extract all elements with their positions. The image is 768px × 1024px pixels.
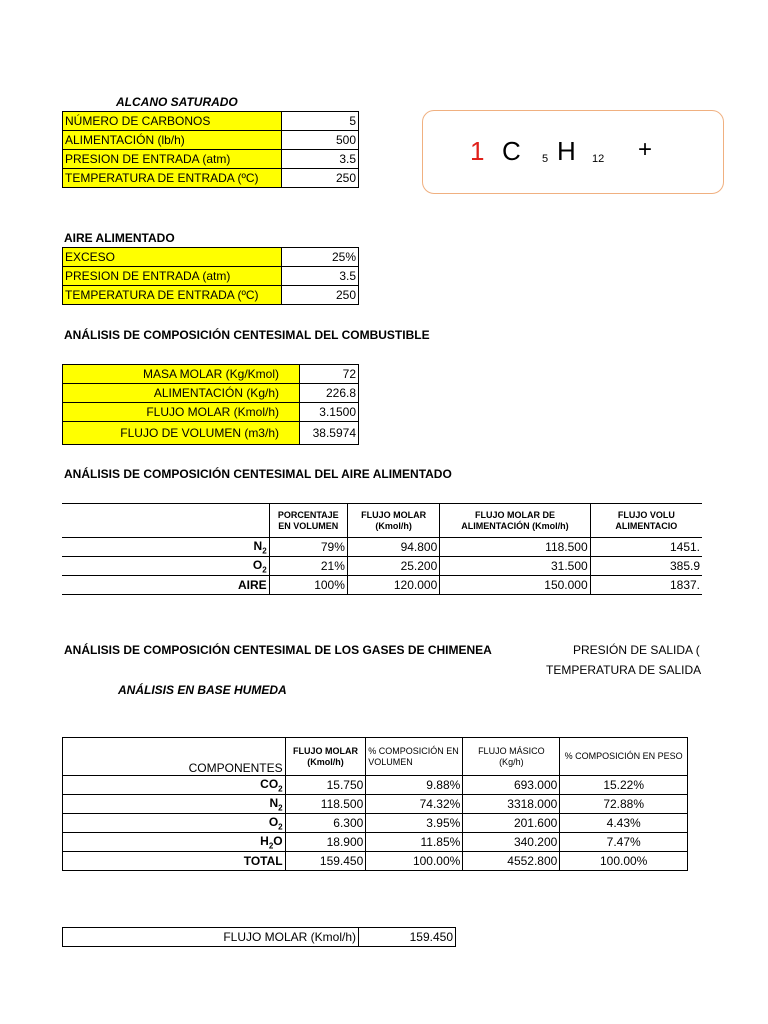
cell-value[interactable]: 118.500 (440, 538, 590, 557)
header-flujo-molar: FLUJO MOLAR (Kmol/h) (347, 504, 439, 538)
cell-value[interactable]: 7.47% (560, 833, 688, 852)
header-componentes: COMPONENTES (63, 738, 286, 776)
cell-label[interactable]: TEMPERATURA DE ENTRADA (ºC) (63, 286, 282, 305)
aire-analisis-table (62, 503, 702, 595)
cell-label[interactable]: ALIMENTACIÓN (Kg/h) (63, 384, 300, 403)
table-row (63, 928, 456, 947)
table-row (63, 131, 359, 150)
table-row (63, 852, 688, 871)
aire-table (62, 247, 359, 305)
table-header-row (62, 504, 702, 538)
cell-value[interactable]: 3.95% (366, 814, 463, 833)
component-name: CO (260, 776, 279, 791)
header-empty (62, 504, 269, 538)
cell-value[interactable]: 38.5974 (300, 422, 359, 445)
cell-value[interactable]: 72.88% (560, 795, 688, 814)
table-row (63, 112, 359, 131)
cell-label[interactable]: TEMPERATURA DE ENTRADA (ºC) (63, 169, 282, 188)
table-row (63, 814, 688, 833)
equation-carbon: C (502, 136, 521, 166)
table-row (63, 833, 688, 852)
header-porcentaje: PORCENTAJE EN VOLUMEN (269, 504, 347, 538)
combustible-title: ANÁLISIS DE COMPOSICIÓN CENTESIMAL DEL COMBUSTIBLE (64, 328, 430, 342)
component-name: O (252, 557, 263, 572)
cell-label[interactable]: MASA MOLAR (Kg/Kmol) (63, 365, 300, 384)
row-component (62, 576, 269, 595)
cell-value[interactable]: 159.450 (359, 928, 456, 947)
cell-value[interactable]: 159.450 (285, 852, 366, 871)
equation-hydrogen-sub: 12 (592, 153, 605, 165)
table-row (62, 538, 702, 557)
cell-value[interactable]: 72 (300, 365, 359, 384)
row-component (63, 852, 286, 871)
cell-value[interactable]: 226.8 (300, 384, 359, 403)
cell-value[interactable]: 4552.800 (463, 852, 560, 871)
presion-salida-label: PRESIÓN DE SALIDA ( (573, 643, 700, 657)
row-component (62, 538, 269, 557)
cell-value[interactable]: 340.200 (463, 833, 560, 852)
row-component (63, 814, 286, 833)
cell-value[interactable]: 31.500 (440, 557, 590, 576)
cell-label[interactable]: NÚMERO DE CARBONOS (63, 112, 282, 131)
table-row (63, 403, 359, 422)
cell-label[interactable]: PRESION DE ENTRADA (atm) (63, 267, 282, 286)
table-row (63, 365, 359, 384)
aire-analisis-title: ANÁLISIS DE COMPOSICIÓN CENTESIMAL DEL AIRE ALIMENTADO (64, 467, 452, 481)
equation-coefficient: 1 (470, 136, 485, 166)
cell-value[interactable]: 100% (269, 576, 347, 595)
cell-label[interactable]: PRESION DE ENTRADA (atm) (63, 150, 282, 169)
cell-value[interactable]: 74.32% (366, 795, 463, 814)
cell-value[interactable]: 11.85% (366, 833, 463, 852)
cell-label[interactable]: EXCESO (63, 248, 282, 267)
cell-value[interactable]: 250 (282, 169, 359, 188)
cell-value[interactable]: 79% (269, 538, 347, 557)
cell-value[interactable]: 693.000 (463, 776, 560, 795)
cell-value[interactable]: 1837. (590, 576, 702, 595)
table-row (63, 384, 359, 403)
component-sub: 2 (262, 565, 267, 575)
component-sub: 2 (278, 803, 283, 813)
cell-value[interactable]: 250 (282, 286, 359, 305)
cell-value[interactable]: 3.5 (282, 267, 359, 286)
equation-hydrogen: H (557, 136, 576, 166)
component-name: H (260, 833, 269, 848)
header-flujo-volumen: FLUJO VOLU ALIMENTACIO (590, 504, 702, 538)
gases-title: ANÁLISIS DE COMPOSICIÓN CENTESIMAL DE LOS GASES DE CHIMENEA (64, 643, 492, 657)
row-component (62, 557, 269, 576)
cell-label[interactable]: FLUJO MOLAR (Kmol/h) (63, 928, 359, 947)
table-row (62, 557, 702, 576)
component-post: O (273, 833, 283, 848)
header-flujo-alimentacion: FLUJO MOLAR DE ALIMENTACIÓN (Kmol/h) (440, 504, 590, 538)
header-flujo-masico: FLUJO MÁSICO (Kg/h) (463, 738, 560, 776)
cell-value[interactable]: 120.000 (347, 576, 439, 595)
table-row (63, 422, 359, 445)
gases-subtitle: ANÁLISIS EN BASE HUMEDA (118, 683, 287, 697)
cell-value[interactable]: 21% (269, 557, 347, 576)
table-row (63, 248, 359, 267)
temperatura-salida-label: TEMPERATURA DE SALIDA (546, 663, 702, 677)
table-row (63, 150, 359, 169)
cell-value[interactable]: 118.500 (285, 795, 366, 814)
gases-table (62, 737, 688, 871)
table-row (63, 169, 359, 188)
cell-value[interactable]: 385.9 (590, 557, 702, 576)
table-row (62, 576, 702, 595)
cell-value[interactable]: 25.200 (347, 557, 439, 576)
cell-value[interactable]: 3318.000 (463, 795, 560, 814)
cell-value[interactable]: 1451. (590, 538, 702, 557)
table-row (63, 267, 359, 286)
cell-value[interactable]: 5 (282, 112, 359, 131)
cell-value[interactable]: 6.300 (285, 814, 366, 833)
component-sub: 2 (268, 841, 274, 851)
alcano-title: ALCANO SATURADO (116, 95, 238, 109)
table-row (63, 776, 688, 795)
cell-label[interactable]: FLUJO MOLAR (Kmol/h) (63, 403, 300, 422)
component-name: N (269, 795, 279, 810)
cell-value[interactable]: 15.22% (560, 776, 688, 795)
table-row (63, 795, 688, 814)
row-component (63, 776, 286, 795)
component-sub: 2 (262, 546, 267, 556)
cell-value[interactable]: 18.900 (285, 833, 366, 852)
cell-value[interactable]: 94.800 (347, 538, 439, 557)
cell-value[interactable]: 9.88% (366, 776, 463, 795)
table-header-row (63, 738, 688, 776)
row-component (63, 795, 286, 814)
cell-value[interactable]: 500 (282, 131, 359, 150)
cell-value[interactable]: 4.43% (560, 814, 688, 833)
table-row (63, 286, 359, 305)
cell-value[interactable]: 100.00% (560, 852, 688, 871)
combustible-table (62, 364, 359, 445)
flujo-total-table (62, 927, 456, 947)
flujo-volumen-label: FLUJO DE VOLUMEN (m3/h) (120, 426, 279, 440)
component-name: TOTAL (243, 854, 283, 868)
alcano-table (62, 111, 359, 188)
cell-value[interactable]: 25% (282, 248, 359, 267)
header-flujo-molar: FLUJO MOLAR (Kmol/h) (285, 738, 366, 776)
component-sub: 2 (278, 784, 283, 794)
cell-value[interactable]: 100.00% (366, 852, 463, 871)
cell-label[interactable] (63, 422, 300, 445)
row-component (63, 833, 286, 852)
cell-value[interactable]: 201.600 (463, 814, 560, 833)
cell-value[interactable]: 150.000 (440, 576, 590, 595)
cell-value[interactable]: 3.5 (282, 150, 359, 169)
cell-value[interactable]: 15.750 (285, 776, 366, 795)
aire-title: AIRE ALIMENTADO (64, 231, 175, 245)
component-sub: 2 (278, 822, 283, 832)
header-composicion-peso: % COMPOSICIÓN EN PESO (560, 738, 688, 776)
header-composicion-volumen: % COMPOSICIÓN EN VOLUMEN (366, 738, 463, 776)
cell-value[interactable]: 3.1500 (300, 403, 359, 422)
component-name: AIRE (237, 578, 267, 592)
equation-carbon-sub: 5 (542, 153, 549, 165)
component-name: O (268, 814, 279, 829)
cell-label[interactable]: ALIMENTACIÓN (lb/h) (63, 131, 282, 150)
equation-plus: + (638, 136, 653, 163)
component-name: N (253, 538, 263, 553)
